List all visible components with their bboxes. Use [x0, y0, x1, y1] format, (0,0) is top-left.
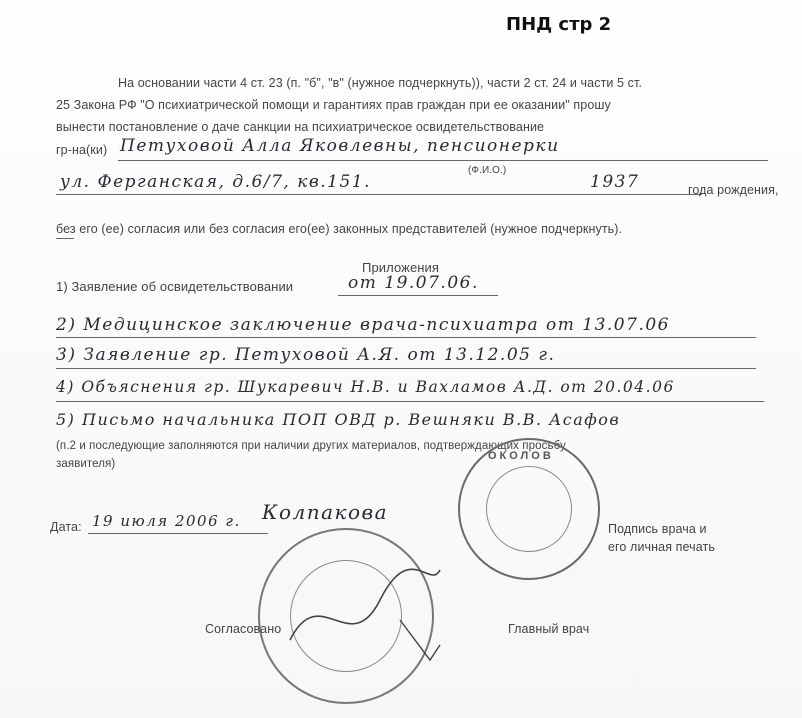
attachment-5-handwritten: 5) Письмо начальника ПОП ОВД р. Вешняки В.В. Асафов: [56, 410, 621, 429]
chief-doctor-label: Главный врач: [508, 622, 590, 636]
date-handwritten: 19 июля 2006 г.: [92, 512, 241, 530]
citizen-prefix: гр-на(ки): [56, 143, 108, 157]
consent-underline: [56, 238, 74, 239]
doctor-signature-label-1: Подпись врача и: [608, 522, 707, 536]
attachment-1: 1) Заявление об освидетельствовании: [56, 279, 294, 294]
address-handwritten: ул. Ферганская, д.6/7, кв.151.: [60, 172, 371, 192]
agreed-label: Согласовано: [205, 622, 282, 636]
address-underline: [56, 194, 702, 195]
attachment-1-date-handwritten: от 19.07.06.: [348, 273, 479, 293]
attachment-4-underline: [56, 401, 764, 402]
page-title: ПНД стр 2: [506, 14, 612, 35]
attachment-1-underline: [338, 295, 498, 296]
signature-handwritten: Колпакова: [262, 500, 389, 524]
attachments-note-1: (п.2 и последующие заполняются при наличии других материалов, подтверждающих просьбу: [56, 440, 566, 452]
name-underline: [118, 160, 768, 161]
date-underline: [88, 533, 268, 534]
attachment-3-handwritten: 3) Заявление гр. Петуховой А.Я. от 13.12.05 г.: [56, 345, 556, 365]
body-line-1: На основании части 4 ст. 23 (п. "б", "в" (нужное подчеркнуть)), части 2 ст. 24 и части 5 ст.: [118, 76, 643, 90]
stamp-inner-ring: [486, 466, 572, 552]
birth-year-handwritten: 1937: [590, 172, 640, 192]
attachments-heading: Приложения: [362, 260, 440, 275]
round-stamp-right: [458, 438, 600, 580]
body-line-3: вынести постановление о даче санкции на психиатрическое освидетельствование: [56, 120, 545, 134]
date-label: Дата:: [50, 520, 82, 534]
fio-label: (Ф.И.О.): [468, 165, 507, 176]
attachment-2-handwritten: 2) Медицинское заключение врача-психиатра от 13.07.06: [56, 315, 670, 335]
consent-line: без его (ее) согласия или без согласия его(ее) законных представителей (нужное подчеркнуть).: [56, 222, 623, 236]
doctor-signature-label-2: его личная печать: [608, 540, 715, 554]
attachments-note-2: заявителя): [56, 458, 116, 470]
birth-year-suffix: года рождения,: [688, 183, 779, 197]
patient-name-handwritten: Петуховой Алла Яковлевны, пенсионерки: [120, 136, 560, 156]
attachment-4-handwritten: 4) Объяснения гр. Шукаревич Н.В. и Вахламов А.Д. от 20.04.06: [56, 378, 675, 396]
signature-scribble: [280, 560, 450, 670]
attachment-2-underline: [56, 337, 756, 338]
stamp-text: ОКОЛОВ: [488, 450, 554, 462]
attachment-3-underline: [56, 368, 756, 369]
body-line-2: 25 Закона РФ "О психиатрической помощи и гарантиях прав граждан при ее оказании" прошу: [56, 98, 611, 112]
